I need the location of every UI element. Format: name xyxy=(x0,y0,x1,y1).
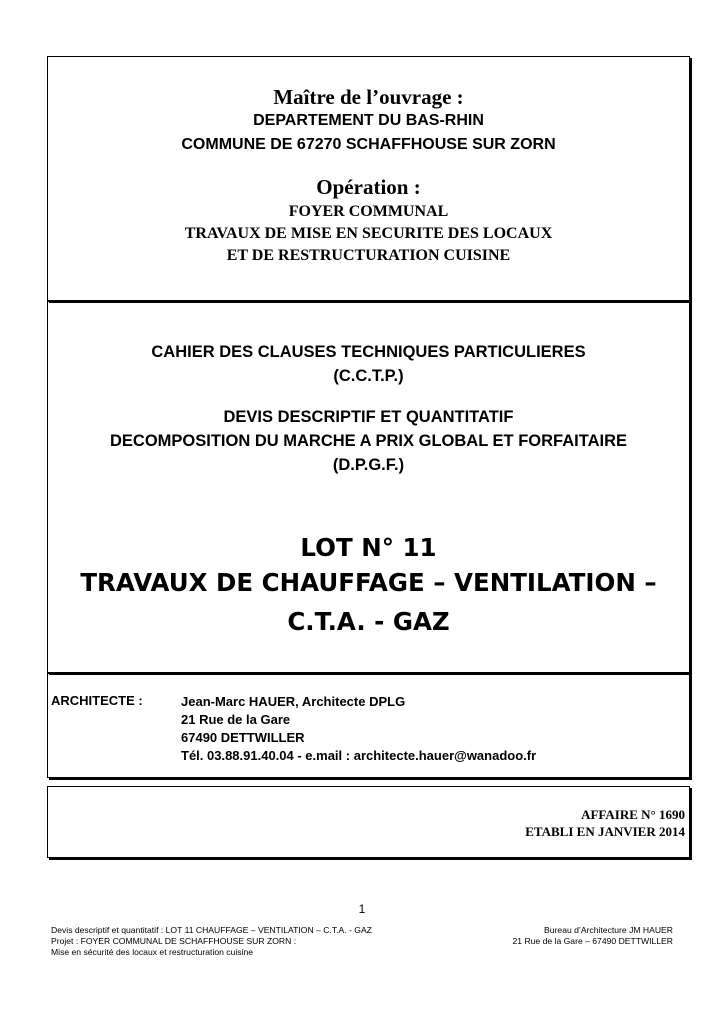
affaire-date: ETABLI EN JANVIER 2014 xyxy=(525,824,685,839)
operation-line3: ET DE RESTRUCTURATION CUISINE xyxy=(226,247,511,264)
dpgf-line1: DEVIS DESCRIPTIF ET QUANTITATIF xyxy=(223,408,514,426)
architect-details xyxy=(181,693,536,765)
maitre-line2: COMMUNE DE 67270 SCHAFFHOUSE SUR ZORN xyxy=(181,136,556,153)
owner-operation-box xyxy=(47,56,690,301)
architect-city: 67490 DETTWILLER xyxy=(181,730,305,745)
footer-right-line1: Bureau d’Architecture JM HAUER xyxy=(544,925,673,935)
affaire-box xyxy=(47,786,690,858)
footer-right-line2: 21 Rue de la Gare – 67490 DETTWILLER xyxy=(512,936,673,946)
dpgf-line3: (D.P.G.F.) xyxy=(332,456,405,474)
affaire-number: AFFAIRE N° 1690 xyxy=(581,807,685,822)
footer-left-line1: Devis descriptif et quantitatif : LOT 11 CHAUFFAGE – VENTILATION – C.T.A. - GAZ xyxy=(51,925,372,935)
footer-left-line2: Projet : FOYER COMMUNAL DE SCHAFFHOUSE SUR ZORN : xyxy=(51,936,297,946)
cctp-line1: CAHIER DES CLAUSES TECHNIQUES PARTICULIERES xyxy=(151,343,586,361)
lot-title-line2: C.T.A. - GAZ xyxy=(287,607,450,636)
lot-number: LOT N° 11 xyxy=(300,533,437,562)
architect-street: 21 Rue de la Gare xyxy=(181,712,291,727)
architect-box xyxy=(47,673,690,778)
dpgf-line2: DECOMPOSITION DU MARCHE A PRIX GLOBAL ET FORFAITAIRE xyxy=(109,432,627,450)
architect-name: Jean-Marc HAUER, Architecte DPLG xyxy=(181,694,406,709)
lot-title-line1: TRAVAUX DE CHAUFFAGE – VENTILATION – xyxy=(80,568,657,597)
architect-label: ARCHITECTE : xyxy=(51,693,143,708)
footer-left xyxy=(51,925,372,958)
footer-left-line3: Mise en sécurité des locaux et restructuration cuisine xyxy=(51,947,254,957)
cctp-line2: (C.C.T.P.) xyxy=(333,367,404,385)
operation-title: Opération : xyxy=(316,175,421,199)
maitre-line1: DEPARTEMENT DU BAS-RHIN xyxy=(253,112,484,129)
operation-line2: TRAVAUX DE MISE EN SECURITE DES LOCAUX xyxy=(184,225,553,242)
operation-line1: FOYER COMMUNAL xyxy=(288,203,449,220)
page-number: 1 xyxy=(358,902,366,916)
footer-right xyxy=(513,925,674,947)
document-title-box xyxy=(47,301,690,673)
architect-contact: Tél. 03.88.91.40.04 - e.mail : architecte.hauer@wanadoo.fr xyxy=(181,748,537,763)
maitre-title: Maître de l’ouvrage : xyxy=(273,85,464,109)
